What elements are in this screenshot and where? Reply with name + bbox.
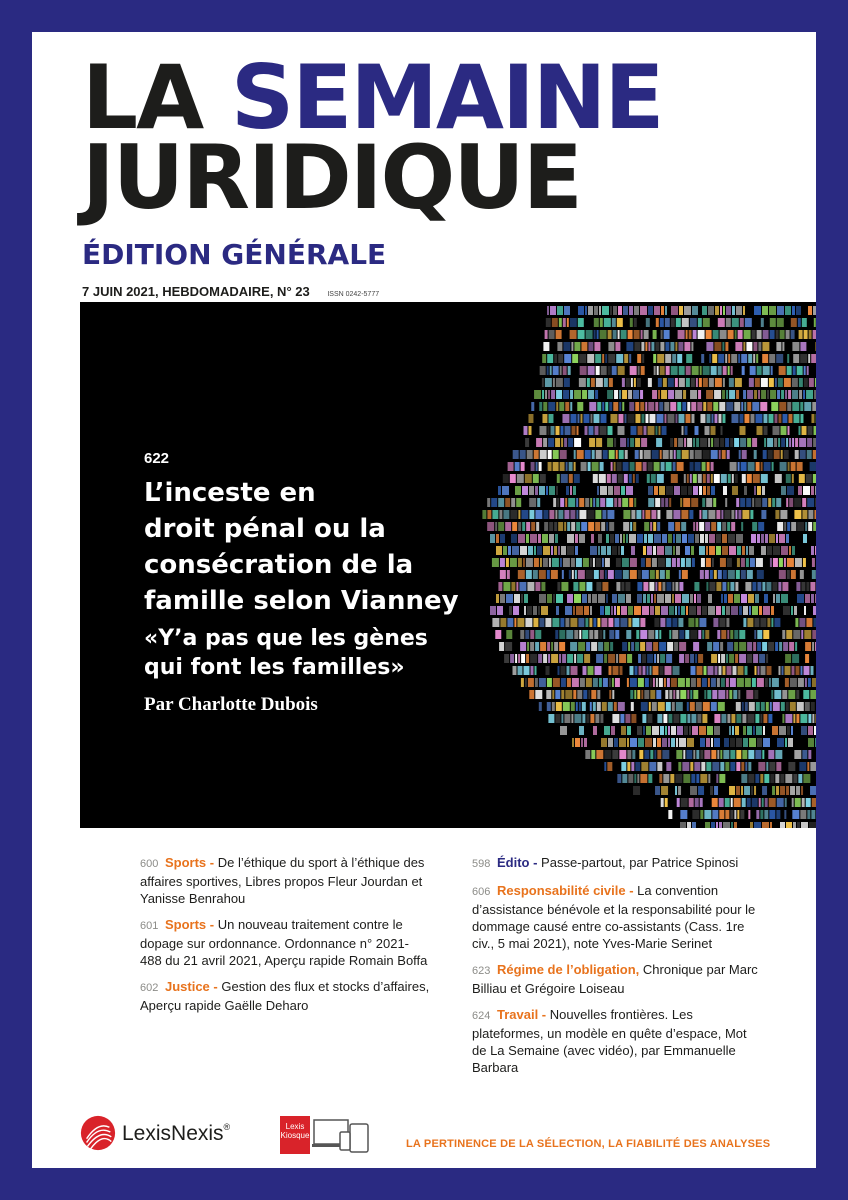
toc-item[interactable] xyxy=(472,961,762,997)
toc-section: Sports - xyxy=(164,855,215,870)
toc-item[interactable] xyxy=(140,978,430,1014)
toc-right-column xyxy=(472,854,762,1085)
kiosk-label: Kiosque xyxy=(280,1131,310,1140)
kiosk-label: Lexis xyxy=(285,1122,305,1131)
lexisnexis-wordmark[interactable] xyxy=(122,1122,230,1146)
lexis-kiosque-badge[interactable] xyxy=(280,1116,310,1154)
masthead-line-2: JURIDIQUE xyxy=(82,126,581,229)
toc-text: Nouvelles frontières. Les plateformes, un modèle en quête d’espace, Mot de La Semaine (avec vidéo), par Emmanuelle Barbara xyxy=(472,1007,747,1075)
toc-text: De l’éthique du sport à l’éthique des affaires sportives, Libres propos Fleur Jourdan et Yanisse Benrahou xyxy=(140,855,425,906)
toc-item[interactable] xyxy=(472,882,762,952)
toc-text: Gestion des flux et stocks d’affaires, Aperçu rapide Gaëlle Deharo xyxy=(140,979,430,1013)
toc-text: Un nouveau traitement contre le dopage sur ordonnance. Ordonnance n° 2021-488 du 21 avril 2021, Aperçu rapide Romain Boffa xyxy=(140,917,428,968)
toc-number: 623 xyxy=(472,965,491,977)
toc-number: 601 xyxy=(140,920,159,932)
toc-number: 598 xyxy=(472,858,491,870)
toc-number: 606 xyxy=(472,886,491,898)
masthead-la: LA xyxy=(82,46,203,149)
feature-text xyxy=(144,450,564,716)
headline-line: famille selon Vianney xyxy=(144,586,459,616)
toc-number: 600 xyxy=(140,858,159,870)
issn: ISSN 0242-5777 xyxy=(327,291,380,298)
feature-headline xyxy=(144,475,564,619)
toc-section: Régime de l’obligation, xyxy=(496,962,640,977)
toc-item[interactable] xyxy=(472,1006,762,1076)
registered-mark: ® xyxy=(223,1122,231,1132)
brand-name: LexisNexis xyxy=(122,1122,224,1145)
subline-line: «Y’a pas que les gènes xyxy=(144,626,428,651)
feature-author: Par Charlotte Dubois xyxy=(144,694,318,715)
edition-label: ÉDITION GÉNÉRALE xyxy=(82,238,387,271)
toc-item[interactable] xyxy=(140,854,430,907)
tagline: LA PERTINENCE DE LA SÉLECTION, LA FIABILITÉ DES ANALYSES xyxy=(406,1138,771,1150)
toc-section: Sports - xyxy=(164,917,215,932)
feature-subline xyxy=(144,624,564,682)
toc-item[interactable] xyxy=(472,854,762,873)
feature-number: 622 xyxy=(144,450,170,467)
toc-left-column xyxy=(140,854,430,1023)
headline-line: consécration de la xyxy=(144,550,414,580)
issue-line xyxy=(82,284,379,299)
subline-line: qui font les familles» xyxy=(144,655,405,680)
toc-section: Justice - xyxy=(164,979,218,994)
headline-line: droit pénal ou la xyxy=(144,514,386,544)
devices-icon xyxy=(312,1118,370,1154)
issue-date: 7 JUIN 2021, HEBDOMADAIRE, N° 23 xyxy=(82,284,310,299)
lexisnexis-logo-icon[interactable] xyxy=(78,1114,118,1152)
toc-section: Édito - xyxy=(496,855,538,870)
magazine-cover xyxy=(32,32,816,1168)
toc-item[interactable] xyxy=(140,916,430,969)
toc-section: Travail - xyxy=(496,1007,547,1022)
toc-text: La convention d’assistance bénévole et la responsabilité pour le dommage causé entre co-assistants (Cass. 1re civ., 5 mai 2021), note Yves-Marie Serinet xyxy=(472,883,756,951)
toc-section: Responsabilité civile - xyxy=(496,883,634,898)
toc-text: Passe-partout, par Patrice Spinosi xyxy=(541,855,739,870)
masthead-semaine: SEMAINE xyxy=(230,46,663,149)
cover-feature[interactable] xyxy=(80,302,816,828)
toc-text: Chronique par Marc Billiau et Grégoire Loiseau xyxy=(472,962,758,996)
toc-number: 602 xyxy=(140,982,159,994)
toc-number: 624 xyxy=(472,1010,491,1022)
headline-line: L’inceste en xyxy=(144,478,316,508)
